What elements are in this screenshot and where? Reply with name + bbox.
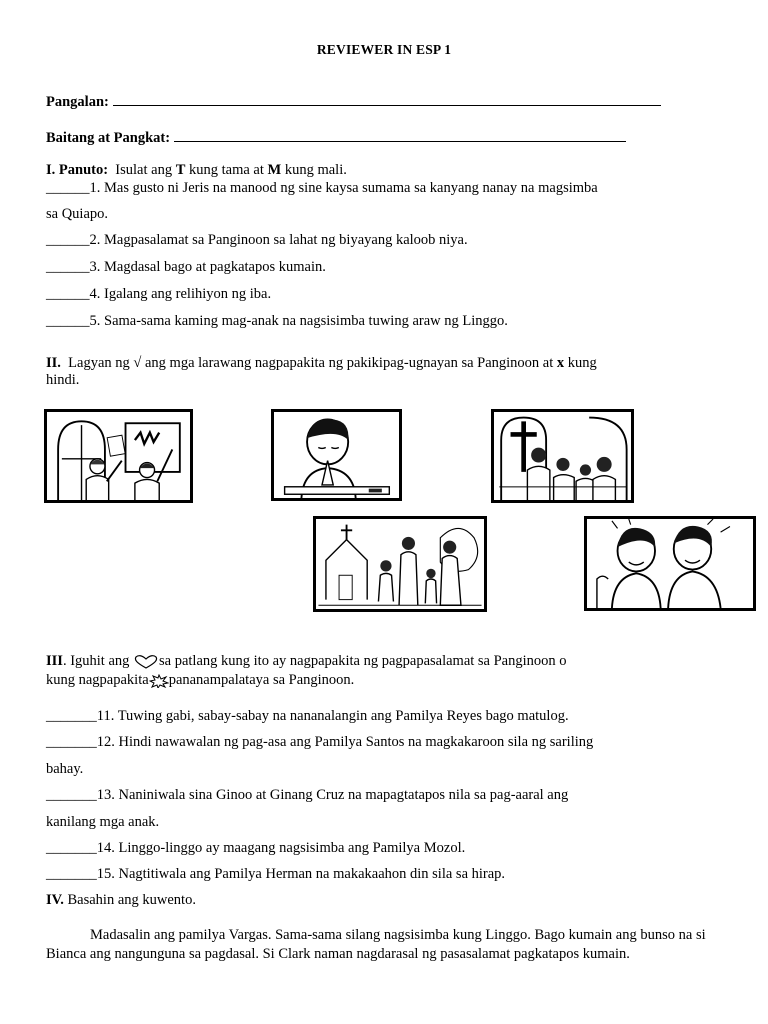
grade-field: [46, 130, 626, 147]
item-3: ______3. Magdasal bago at pagkatapos kumain.: [46, 259, 326, 275]
church-prayer-illustration: [494, 412, 631, 500]
section1-instruction: [46, 162, 347, 179]
instruction-text: sa patlang kung ito ay nagpapakita ng pagpapasalamat sa Panginoon o: [159, 653, 567, 669]
item-4: ______4. Igalang ang relihiyon ng iba.: [46, 286, 272, 302]
section3-instruction: [46, 653, 567, 670]
section4-heading: IV.: [46, 892, 64, 908]
x-mark: x: [556, 355, 565, 371]
name-blank[interactable]: [113, 104, 661, 106]
instruction-text: pananampalataya sa Panginoon.: [168, 672, 355, 688]
item-11: _______11. Tuwing gabi, sabay-sabay na nananalangin ang Pamilya Reyes bago matulog.: [46, 708, 569, 724]
item-2: ______2. Magpasalamat sa Panginoon sa lahat ng biyayang kaloob niya.: [46, 232, 468, 248]
item-1-cont: sa Quiapo.: [46, 206, 109, 222]
star-burst-icon: [149, 674, 169, 688]
instruction-text: kung tama at: [189, 162, 264, 178]
section3-heading: III: [46, 653, 63, 669]
item-12: _______12. Hindi nawawalan ng pag-asa ang Pamilya Santos na magkakaroon sila ng sariling: [46, 734, 594, 750]
item-13-cont: kanilang mga anak.: [46, 814, 160, 830]
item-12-cont: bahay.: [46, 761, 84, 777]
picture-boy-praying: [271, 409, 402, 501]
family-walking-illustration: [316, 519, 484, 609]
children-drawing-illustration: [47, 412, 190, 500]
section4-instruction: [46, 892, 196, 909]
instruction-text: kung nagpapakita: [46, 672, 149, 688]
name-label: Pangalan:: [46, 94, 109, 110]
instruction-text: . Iguhit ang: [62, 653, 130, 669]
false-letter: M: [267, 162, 282, 178]
section1-heading: I. Panuto:: [46, 162, 109, 178]
grade-blank[interactable]: [174, 140, 626, 142]
page-title: REVIEWER IN ESP 1: [316, 42, 452, 57]
instruction-text: Isulat ang: [115, 162, 173, 178]
item-14: _______14. Linggo-linggo ay maagang nagsisimba ang Pamilya Mozol.: [46, 840, 466, 856]
story-paragraph: Madasalin ang pamilya Vargas. Sama-sama silang nagsisimba kung Linggo. Bago kumain ang bunso na si Bianca ang nangunguna sa pagdasal. Si Clark naman nagdarasal ng pasasalamat pagkatapos kumain.: [46, 927, 706, 962]
instruction-text: kung mali.: [284, 162, 347, 178]
section2-instruction-cont: hindi.: [46, 372, 80, 388]
heart-icon: [133, 655, 159, 669]
item-15: _______15. Nagtitiwala ang Pamilya Herman na makakaahon din sila sa hirap.: [46, 866, 506, 882]
picture-family-walking: [313, 516, 487, 612]
item-13: _______13. Naniniwala sina Ginoo at Ginang Cruz na mapagtatapos nila sa pag-aaral ang: [46, 787, 569, 803]
picture-family-at-church: [491, 409, 634, 503]
item-5: ______5. Sama-sama kaming mag-anak na nagsisimba tuwing araw ng Linggo.: [46, 313, 508, 329]
true-letter: T: [175, 162, 186, 178]
instruction-text: kung: [567, 355, 597, 371]
grade-label: Baitang at Pangkat:: [46, 130, 171, 146]
two-boys-illustration: [587, 519, 753, 608]
name-field: [46, 94, 661, 111]
boy-praying-illustration: [274, 412, 399, 498]
instruction-text: Lagyan ng √ ang mga larawang nagpapakita ng pakikipag-ugnayan sa Panginoon at: [68, 355, 554, 371]
picture-two-boys: [584, 516, 756, 611]
section3-instruction-cont: [46, 672, 354, 689]
section2-instruction: [46, 355, 597, 372]
instruction-text: Basahin ang kuwento.: [67, 892, 196, 908]
picture-children-drawing: [44, 409, 193, 503]
section2-heading: II.: [46, 355, 61, 371]
item-1: ______1. Mas gusto ni Jeris na manood ng sine kaysa sumama sa kanyang nanay na magsimba: [46, 180, 598, 196]
